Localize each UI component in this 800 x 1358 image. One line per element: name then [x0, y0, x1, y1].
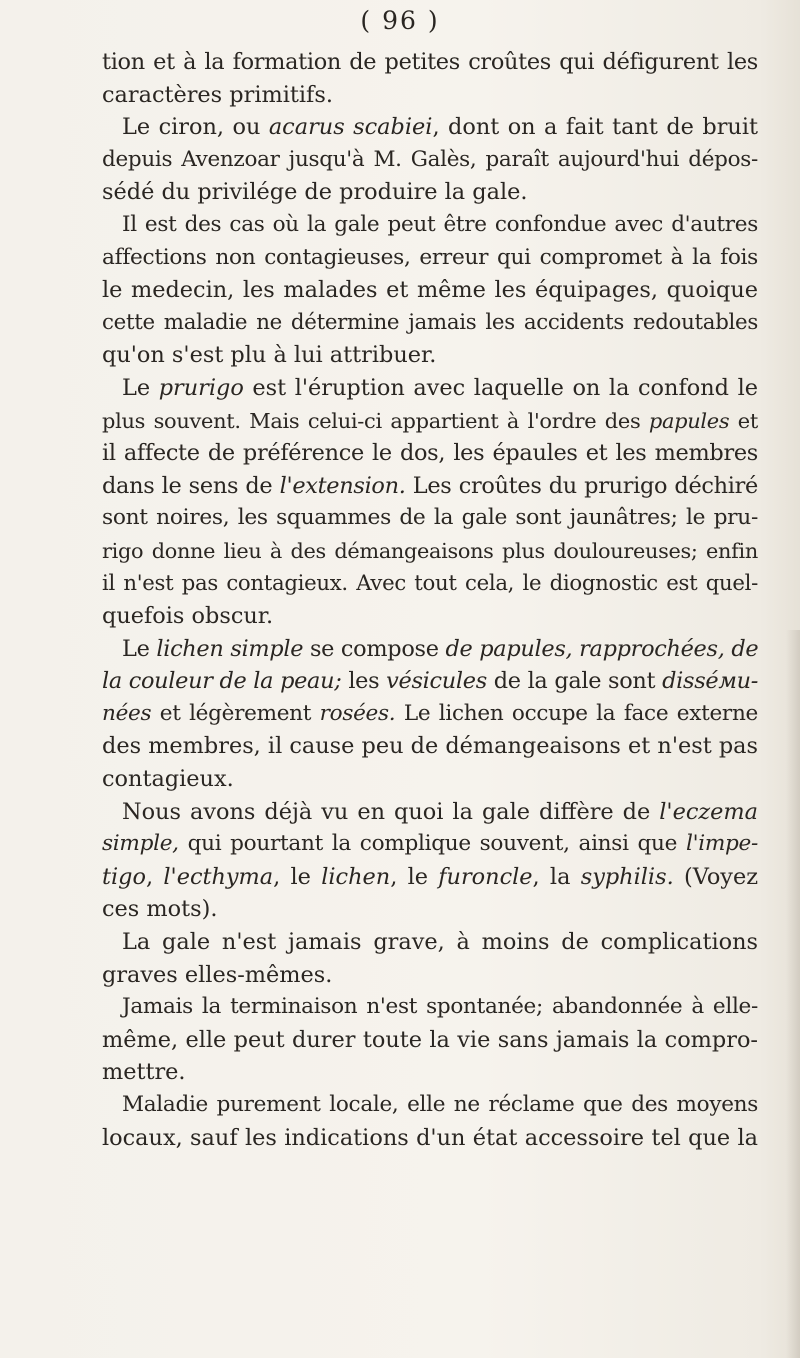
text-run: (Voyez — [673, 863, 758, 890]
text-line — [102, 991, 758, 1024]
text-line — [102, 763, 758, 796]
text-line — [102, 1024, 758, 1057]
text-run: tion et à la formation de petites croûtes qui défigurent les — [102, 49, 758, 75]
text-run: et — [729, 408, 759, 433]
text-line — [102, 665, 758, 698]
text-line — [102, 568, 758, 601]
italic-term: l'eczema — [659, 798, 758, 825]
text-line — [102, 209, 758, 242]
text-run: se compose — [303, 635, 446, 662]
text-run: Le ciron, ou — [122, 114, 269, 141]
body-text — [102, 46, 758, 1154]
text-run: , dont on a fait tant de bruit — [432, 114, 759, 141]
text-line — [102, 405, 758, 438]
text-line — [102, 437, 758, 470]
text-run: contagieux. — [102, 766, 234, 793]
italic-term: lichen simple — [156, 635, 304, 662]
text-run: de la gale sont — [486, 668, 663, 695]
italic-term: l'ecthyma — [163, 863, 274, 890]
text-line — [102, 730, 758, 763]
text-run: Les croûtes du prurigo déchiré — [405, 472, 758, 499]
text-run: dans le sens de — [102, 472, 280, 499]
text-run: qu'on s'est plu à lui attribuer. — [102, 342, 437, 369]
text-line — [102, 926, 758, 959]
text-line — [102, 633, 758, 666]
text-run: Jamais la terminaison n'est spontanée; abandonnée à elle- — [122, 994, 758, 1020]
text-line — [102, 176, 758, 209]
text-line — [102, 111, 758, 144]
text-line — [102, 861, 758, 894]
text-line — [102, 828, 758, 861]
text-run: est l'éruption avec laquelle on la confond le — [243, 374, 758, 401]
text-line — [102, 959, 758, 992]
text-run: et légèrement — [151, 700, 320, 726]
italic-term: rosées. — [319, 700, 396, 726]
text-line — [102, 535, 758, 568]
text-line — [102, 79, 758, 112]
text-run: caractères primitifs. — [102, 81, 333, 108]
text-run: , — [145, 863, 164, 890]
text-line — [102, 796, 758, 829]
text-line — [102, 46, 758, 79]
text-run: les — [341, 668, 387, 695]
text-run: même, elle peut durer toute la vie sans jamais la compro- — [102, 1026, 758, 1053]
text-line — [102, 307, 758, 340]
text-run: qui pourtant la complique souvent, ainsi que — [178, 831, 686, 857]
italic-term: tigo — [102, 863, 146, 890]
text-line — [102, 600, 758, 633]
text-line — [102, 1056, 758, 1089]
text-run: La gale n'est jamais grave, à moins de complications — [122, 929, 758, 956]
text-line — [102, 339, 758, 372]
text-run: rigo donne lieu à des démangeaisons plus douloureuses; enfin — [102, 538, 758, 563]
text-run: ces mots). — [102, 896, 218, 923]
text-line — [102, 893, 758, 926]
italic-term: l'impe- — [685, 831, 758, 857]
text-run: plus souvent. Mais celui-ci appartient à l'ordre des — [102, 408, 649, 433]
italic-term: acarus scabiei — [268, 114, 433, 141]
text-run: quefois obscur. — [102, 603, 274, 630]
text-line — [102, 242, 758, 275]
italic-term: prurigo — [158, 374, 244, 401]
text-run: affections non contagieuses, erreur qui compromet à la fois — [102, 244, 758, 270]
page-edge-shadow — [786, 630, 800, 1358]
text-run: , la — [532, 863, 581, 890]
text-run: il affecte de préférence le dos, les épaules et les membres — [102, 440, 758, 467]
text-line — [102, 470, 758, 503]
italic-term: syphilis. — [580, 863, 674, 890]
page-number: ( 96 ) — [360, 6, 440, 35]
text-line — [102, 502, 758, 535]
italic-term: simple, — [102, 831, 179, 857]
italic-term: de papules, rapprochées, de — [445, 635, 759, 662]
text-line — [102, 274, 758, 307]
text-run: cette maladie ne détermine jamais les accidents redoutables — [102, 309, 758, 335]
text-run: , le — [273, 863, 322, 890]
text-run: des membres, il cause peu de démangeaisons et n'est pas — [102, 733, 758, 760]
text-run: Le — [122, 374, 159, 401]
text-line — [102, 1122, 758, 1155]
italic-term: nées — [102, 700, 152, 726]
text-run: le medecin, les malades et même les équipages, quoique — [102, 277, 758, 304]
text-run: Le — [122, 635, 157, 662]
text-line — [102, 1089, 758, 1122]
text-run: Il est des cas où la gale peut être confondue avec d'autres — [122, 211, 758, 237]
text-run: Le lichen occupe la face externe — [395, 700, 758, 726]
text-line — [102, 144, 758, 177]
italic-term: disséми- — [662, 668, 758, 695]
italic-term: l'extension. — [279, 472, 406, 499]
text-run: Maladie purement locale, elle ne réclame que des moyens — [122, 1092, 758, 1117]
text-run: Nous avons déjà vu en quoi la gale diffère de — [122, 798, 660, 825]
text-line — [102, 372, 758, 405]
text-run: mettre. — [102, 1059, 186, 1086]
text-run: sédé du privilége de produire la gale. — [102, 179, 528, 206]
text-run: , le — [390, 863, 439, 890]
text-run: depuis Avenzoar jusqu'à M. Galès, paraît aujourd'hui dépos- — [102, 146, 758, 172]
italic-term: furoncle — [438, 863, 533, 890]
text-line — [102, 698, 758, 731]
italic-term: vésicules — [386, 668, 487, 695]
text-run: il n'est pas contagieux. Avec tout cela, le diognostic est quel- — [102, 570, 758, 596]
italic-term: la couleur de la peau; — [102, 668, 342, 695]
italic-term: lichen — [321, 863, 391, 890]
text-run: sont noires, les squammes de la gale sont jaunâtres; le pru- — [102, 505, 758, 531]
italic-term: papules — [648, 408, 730, 433]
text-run: graves elles-mêmes. — [102, 961, 333, 988]
text-run: locaux, sauf les indications d'un état accessoire tel que la — [102, 1124, 758, 1151]
